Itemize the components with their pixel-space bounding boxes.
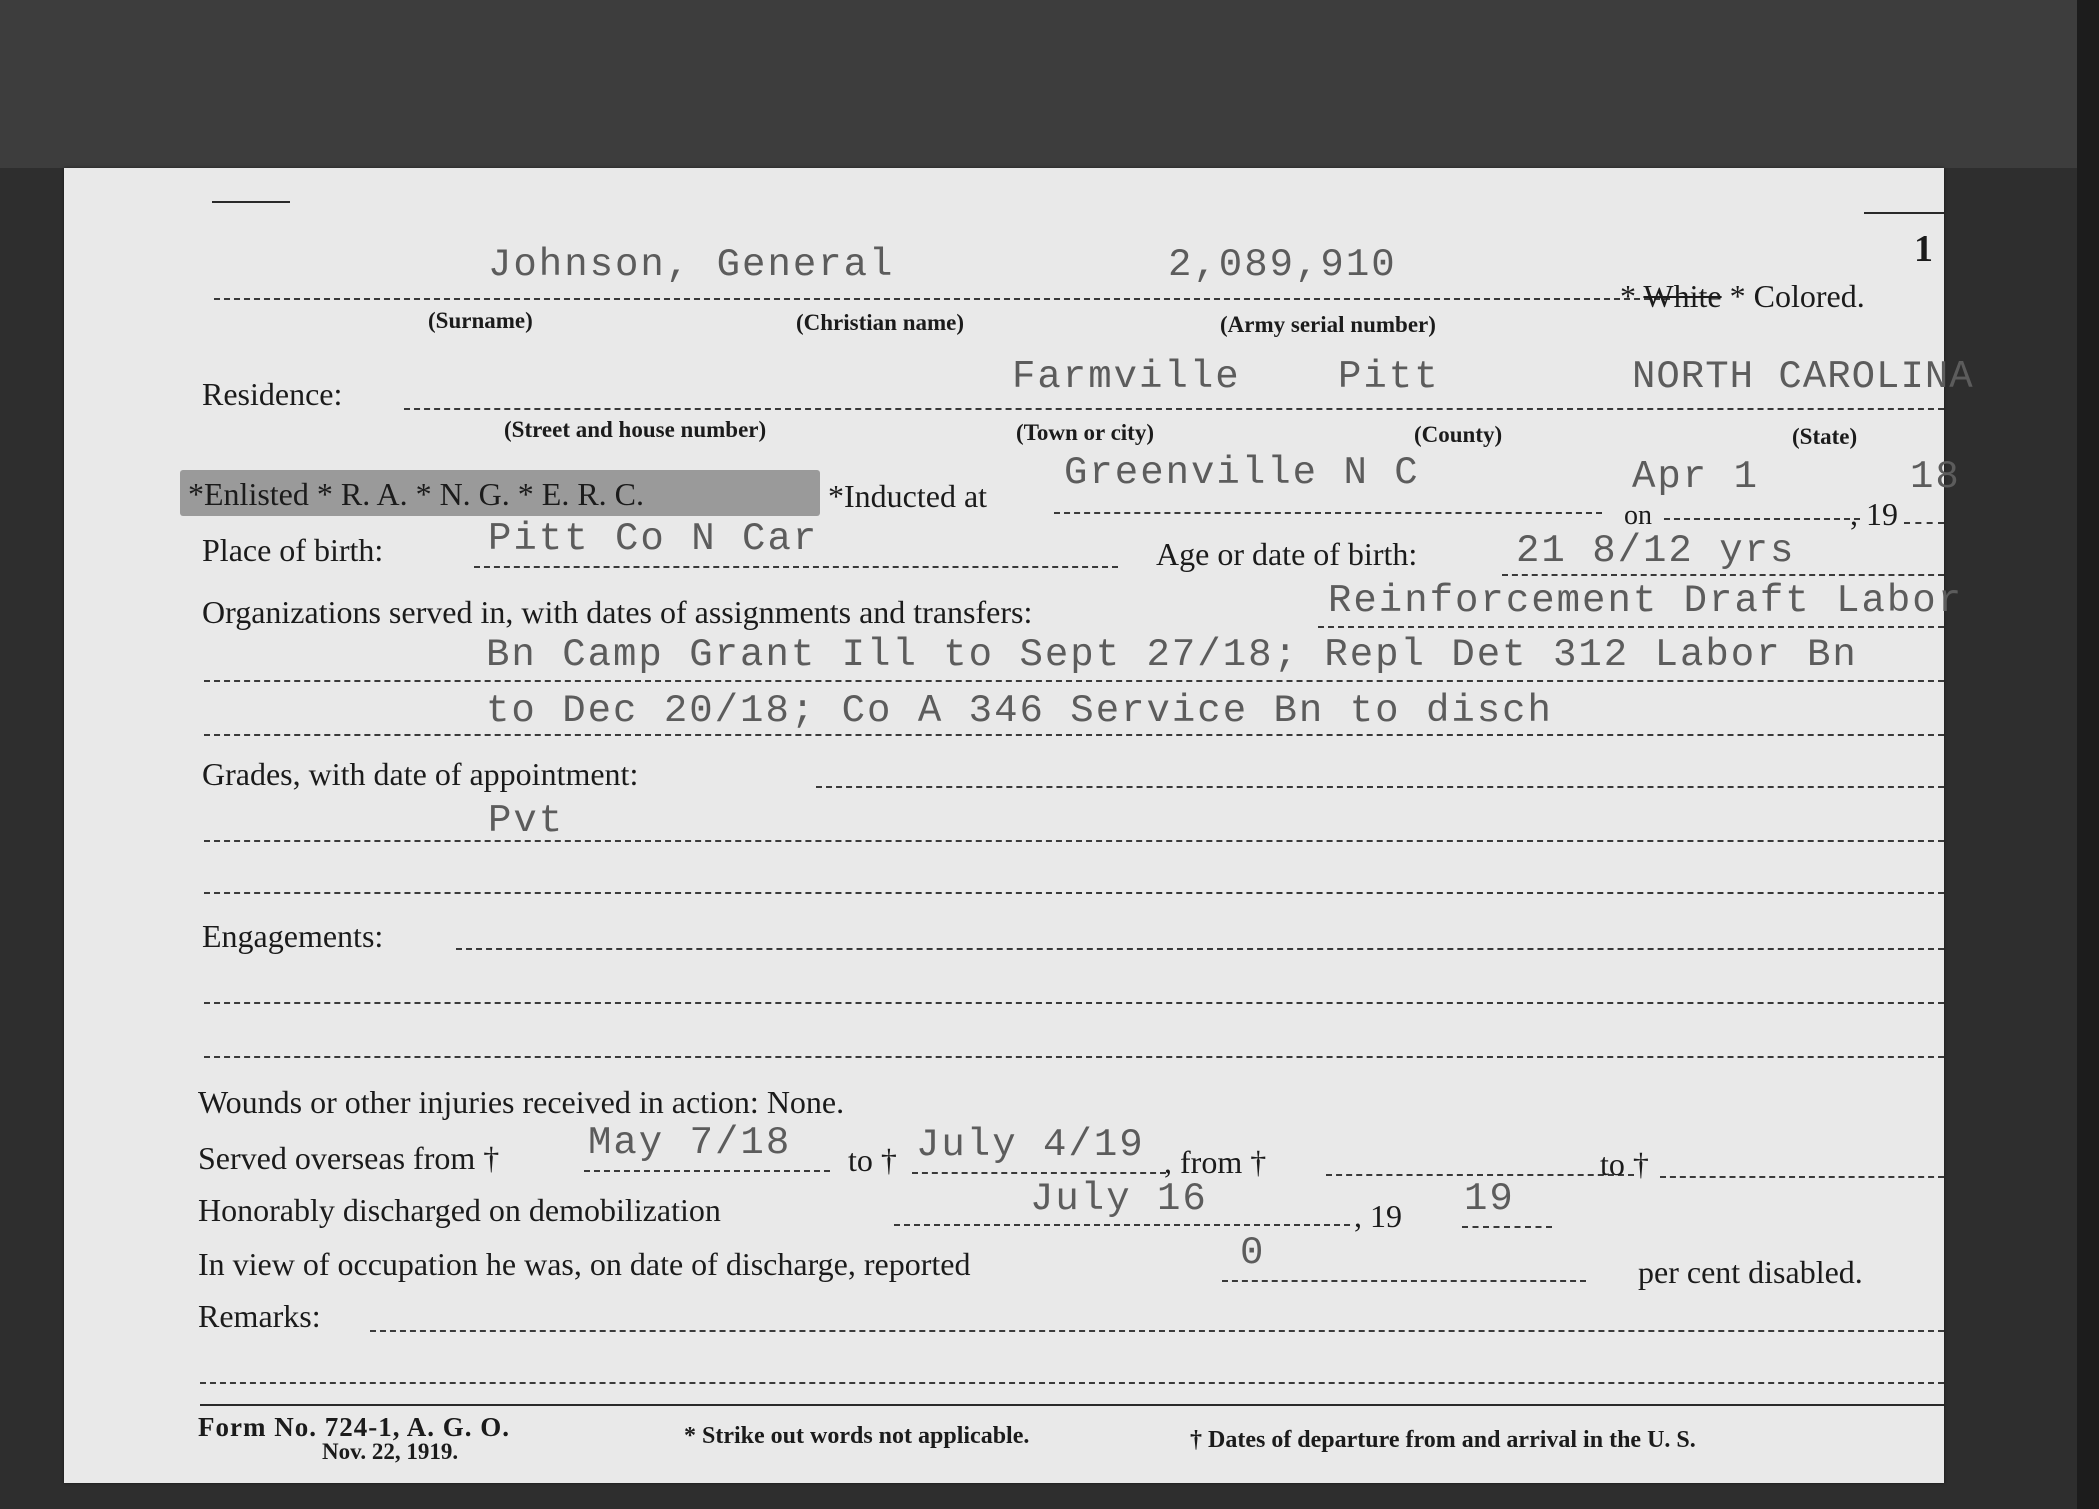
caption-surname: (Surname): [428, 308, 533, 333]
discharge-year-line: [1462, 1226, 1552, 1228]
label-remarks: Remarks:: [198, 1298, 321, 1334]
org-line-3-rule: [204, 734, 1944, 736]
inducted-on-value: Apr 1: [1632, 455, 1760, 499]
org-line-1: Reinforcement Draft Labor: [1328, 579, 1964, 623]
label-place-of-birth: Place of birth:: [202, 532, 384, 568]
label-overseas-to: to †: [848, 1142, 897, 1178]
surname-value: Johnson, General: [488, 243, 895, 287]
label-discharged: Honorably discharged on demobilization: [198, 1192, 721, 1228]
label-overseas-from2: , from †: [1164, 1144, 1267, 1180]
inducted-at-line: [1054, 512, 1602, 514]
disability-value: 0: [1240, 1231, 1266, 1275]
state-value: NORTH CAROLINA: [1632, 355, 1974, 399]
overseas-to-value: July 4/19: [916, 1123, 1145, 1167]
org-line-1-rule: [1318, 626, 1944, 628]
residence-line: [404, 408, 1944, 410]
label-engagements: Engagements:: [202, 918, 384, 954]
remarks-line-1: [370, 1330, 1944, 1332]
form-date: Nov. 22, 1919.: [322, 1439, 459, 1464]
race-colored: * Colored.: [1721, 278, 1865, 314]
disability-line: [1222, 1280, 1586, 1282]
age-value: 21 8/12 yrs: [1516, 529, 1796, 573]
place-of-birth-value: Pitt Co N Car: [488, 517, 819, 561]
footnote-strike-out: * Strike out words not applicable.: [684, 1423, 1030, 1449]
label-overseas-to2: to †: [1600, 1146, 1649, 1182]
grades-line-1: [816, 786, 1944, 788]
discharge-year-value: 19: [1464, 1177, 1515, 1221]
label-organizations: Organizations served in, with dates of assignments and transfers:: [202, 594, 1033, 630]
race-prefix: *: [1620, 278, 1644, 314]
overseas-to2-line: [1660, 1176, 1944, 1178]
engagements-line-2: [204, 1002, 1944, 1004]
background-top-band: [0, 0, 2099, 168]
overseas-to-line: [912, 1172, 1166, 1174]
county-value: Pitt: [1338, 355, 1440, 399]
form-number: Form No. 724-1, A. G. O.: [198, 1412, 510, 1442]
footnote-dates: † Dates of departure from and arrival in the U. S.: [1190, 1427, 1696, 1453]
footer-rule: [200, 1404, 1944, 1406]
card-number: 1: [1914, 228, 1933, 270]
label-discharge-year: , 19: [1354, 1198, 1402, 1234]
overseas-from-value: May 7/18: [588, 1121, 792, 1165]
caption-christian-name: (Christian name): [796, 310, 965, 335]
caption-army-serial: (Army serial number): [1220, 312, 1436, 337]
serial-number-value: 2,089,910: [1168, 243, 1397, 287]
age-line: [1502, 574, 1944, 576]
discharge-date-line: [894, 1224, 1350, 1226]
label-disabled: per cent disabled.: [1638, 1254, 1863, 1290]
org-line-2: Bn Camp Grant Ill to Sept 27/18; Repl Det 312 Labor Bn: [486, 633, 1858, 677]
discharge-date-value: July 16: [1030, 1177, 1208, 1221]
inducted-on-line: [1664, 518, 1860, 520]
caption-county: (County): [1414, 422, 1503, 447]
label-served-overseas: Served overseas from †: [198, 1140, 500, 1176]
caption-street: (Street and house number): [504, 417, 767, 442]
label-inducted-at: *Inducted at: [828, 478, 988, 514]
grades-line-2: [204, 840, 1944, 842]
inducted-at-value: Greenville N C: [1064, 451, 1420, 495]
caption-state: (State): [1792, 424, 1858, 449]
label-wounds: Wounds or other injuries received in action: None.: [198, 1084, 845, 1120]
remarks-line-2: [200, 1382, 1944, 1384]
town-value: Farmville: [1012, 355, 1241, 399]
org-line-2-rule: [204, 680, 1944, 682]
name-line: [214, 298, 1670, 300]
place-of-birth-line: [474, 566, 1118, 568]
label-enlisted: *Enlisted * R. A. * N. G. * E. R. C.: [188, 476, 645, 512]
label-grades: Grades, with date of appointment:: [202, 756, 639, 792]
label-on: on: [1624, 500, 1652, 531]
service-record-card: [64, 168, 1974, 1483]
label-residence: Residence:: [202, 376, 343, 412]
grade-value: Pvt: [488, 799, 565, 843]
label-year-19: , 19: [1850, 496, 1898, 532]
background-right-strip: [2077, 0, 2099, 1509]
top-right-rule: [1864, 212, 1944, 214]
race-field: [1620, 280, 1865, 312]
race-white: White: [1643, 278, 1722, 314]
overseas-from-line: [584, 1170, 830, 1172]
label-occupation: In view of occupation he was, on date of discharge, reported: [198, 1246, 971, 1282]
label-age: Age or date of birth:: [1156, 536, 1418, 572]
inducted-year-value: 18: [1910, 455, 1961, 499]
engagements-line-3: [204, 1056, 1944, 1058]
overseas-from2-line: [1326, 1174, 1634, 1176]
grades-line-3: [204, 892, 1944, 894]
top-left-rule: [212, 201, 290, 203]
inducted-year-line: [1904, 522, 1944, 524]
org-line-3: to Dec 20/18; Co A 346 Service Bn to disch: [486, 689, 1553, 733]
engagements-line-1: [456, 948, 1944, 950]
caption-town: (Town or city): [1016, 420, 1154, 445]
